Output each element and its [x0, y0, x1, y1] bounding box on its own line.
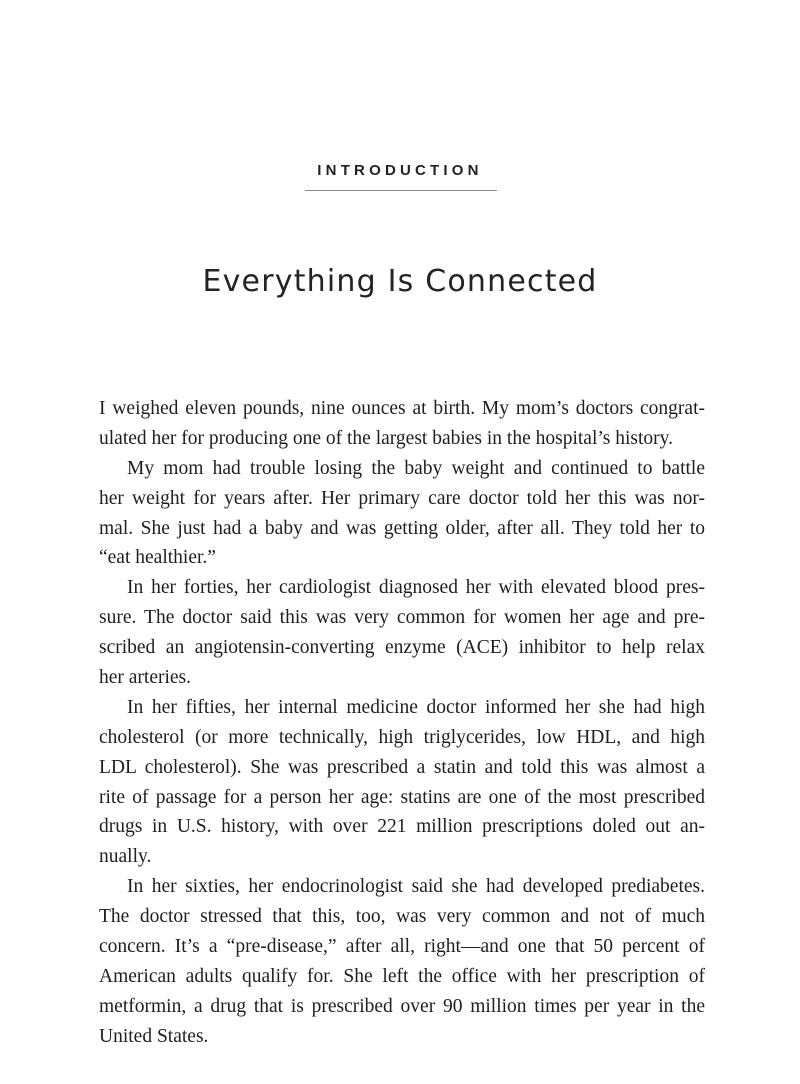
text-line: mal. She just had a baby and was getting older, after all. They told her to [99, 517, 705, 539]
text-line: concern. It’s a “pre-disease,” after all, right—and one that 50 percent of [99, 936, 705, 958]
text-line: ulated her for producing one of the largest babies in the hospital’s history. [99, 427, 674, 449]
text-line: metformin, a drug that is prescribed over 90 million times per year in the [99, 995, 705, 1017]
text-line: In her forties, her cardiologist diagnosed her with elevated blood pres- [127, 577, 705, 599]
text-line: nually. [99, 846, 152, 868]
text-line: her arteries. [99, 667, 192, 689]
paragraph [99, 454, 705, 574]
text-line: scribed an angiotensin-converting enzyme (ACE) inhibitor to help relax [99, 637, 705, 659]
body-text [99, 394, 705, 1052]
section-divider [305, 190, 497, 191]
section-label: INTRODUCTION [317, 162, 483, 179]
text-line: United States. [99, 1025, 209, 1047]
chapter-title: Everything Is Connected [202, 264, 598, 299]
text-line: American adults qualify for. She left the office with her prescription of [99, 965, 705, 987]
text-line: In her sixties, her endocrinologist said she had developed prediabetes. [127, 876, 705, 898]
paragraph [99, 872, 705, 1051]
text-line: My mom had trouble losing the baby weight and continued to battle [127, 457, 705, 479]
text-line: her weight for years after. Her primary care doctor told her this was nor- [99, 487, 705, 509]
text-line: “eat healthier.” [99, 547, 216, 569]
text-line: The doctor stressed that this, too, was very common and not of much [99, 906, 705, 928]
text-line: rite of passage for a person her age: statins are one of the most prescribed [99, 786, 705, 808]
paragraph [99, 693, 705, 872]
text-line: LDL cholesterol). She was prescribed a statin and told this was almost a [99, 756, 705, 778]
text-line: I weighed eleven pounds, nine ounces at birth. My mom’s doctors congrat- [99, 398, 705, 419]
text-line: drugs in U.S. history, with over 221 million prescriptions doled out an- [99, 816, 705, 838]
text-line: cholesterol (or more technically, high triglycerides, low HDL, and high [99, 726, 705, 748]
text-line: In her fifties, her internal medicine doctor informed her she had high [127, 696, 705, 718]
paragraph [99, 573, 705, 693]
paragraph [99, 394, 705, 454]
text-line: sure. The doctor said this was very common for women her age and pre- [99, 607, 705, 629]
